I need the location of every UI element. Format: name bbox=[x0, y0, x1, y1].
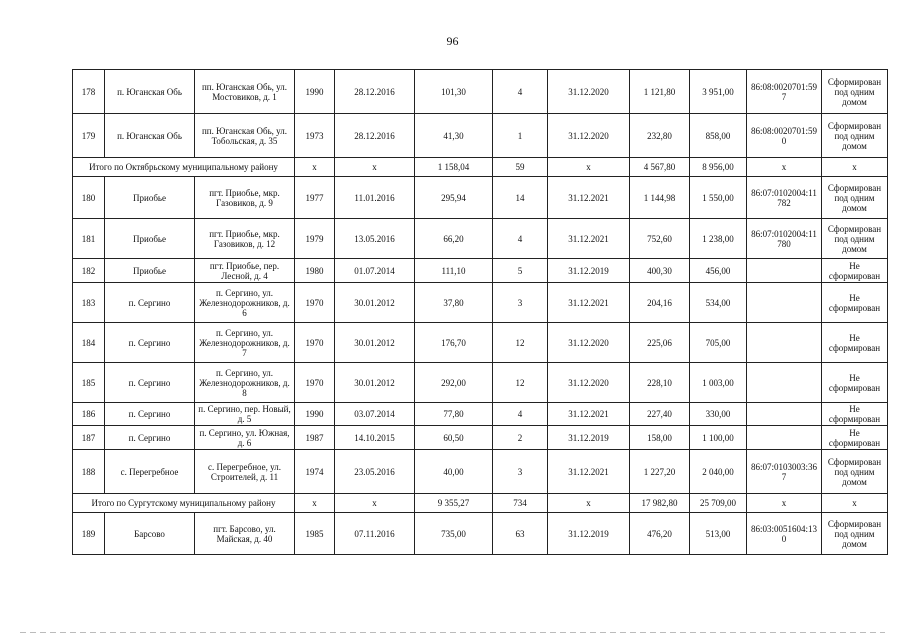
date-cell: х bbox=[335, 158, 415, 177]
scan-artifact-line bbox=[20, 632, 885, 633]
total-label: Итого по Октябрьскому муниципальному району bbox=[73, 158, 295, 177]
deadline-cell: 31.12.2021 bbox=[548, 177, 630, 219]
row-number: 185 bbox=[73, 363, 105, 403]
sum2-cell: 8 956,00 bbox=[690, 158, 747, 177]
status-cell: х bbox=[822, 494, 888, 513]
residents-cell: 63 bbox=[493, 513, 548, 555]
area-cell: 60,50 bbox=[415, 426, 493, 450]
locality-cell: п. Сергино bbox=[105, 363, 195, 403]
locality-cell: п. Юганская Обь bbox=[105, 114, 195, 158]
sum2-cell: 330,00 bbox=[690, 403, 747, 426]
page-number: 96 bbox=[446, 34, 459, 48]
cadastral-cell: 86:08:0020701:597 bbox=[747, 70, 822, 114]
sum1-cell: 228,10 bbox=[630, 363, 690, 403]
deadline-cell: 31.12.2020 bbox=[548, 114, 630, 158]
sum2-cell: 534,00 bbox=[690, 283, 747, 323]
year-cell: х bbox=[295, 158, 335, 177]
sum1-cell: 204,16 bbox=[630, 283, 690, 323]
area-cell: 292,00 bbox=[415, 363, 493, 403]
cadastral-cell bbox=[747, 259, 822, 283]
address-cell: с. Перегребное, ул. Строителей, д. 11 bbox=[195, 450, 295, 494]
sum1-cell: 1 144,98 bbox=[630, 177, 690, 219]
locality-cell: п. Сергино bbox=[105, 283, 195, 323]
table-row bbox=[73, 177, 888, 219]
residents-cell: 12 bbox=[493, 323, 548, 363]
row-number: 184 bbox=[73, 323, 105, 363]
area-cell: 41,30 bbox=[415, 114, 493, 158]
status-cell: Не сформирован bbox=[822, 363, 888, 403]
area-cell: 101,30 bbox=[415, 70, 493, 114]
address-cell: пп. Юганская Обь, ул. Мостовиков, д. 1 bbox=[195, 70, 295, 114]
sum1-cell: 232,80 bbox=[630, 114, 690, 158]
deadline-cell: 31.12.2021 bbox=[548, 450, 630, 494]
area-cell: 40,00 bbox=[415, 450, 493, 494]
row-number: 183 bbox=[73, 283, 105, 323]
row-number: 180 bbox=[73, 177, 105, 219]
cadastral-cell: 86:07:0102004:11780 bbox=[747, 219, 822, 259]
cadastral-cell: 86:03:0051604:130 bbox=[747, 513, 822, 555]
row-number: 182 bbox=[73, 259, 105, 283]
locality-cell: Приобье bbox=[105, 219, 195, 259]
residents-cell: 3 bbox=[493, 450, 548, 494]
housing-table bbox=[72, 69, 888, 555]
year-cell: 1970 bbox=[295, 323, 335, 363]
deadline-cell: 31.12.2019 bbox=[548, 513, 630, 555]
status-cell: Не сформирован bbox=[822, 426, 888, 450]
sum1-cell: 4 567,80 bbox=[630, 158, 690, 177]
locality-cell: п. Юганская Обь bbox=[105, 70, 195, 114]
date-cell: 28.12.2016 bbox=[335, 114, 415, 158]
sum1-cell: 1 121,80 bbox=[630, 70, 690, 114]
address-cell: п. Сергино, ул. Железнодорожников, д. 8 bbox=[195, 363, 295, 403]
row-number: 188 bbox=[73, 450, 105, 494]
locality-cell: Барсово bbox=[105, 513, 195, 555]
cadastral-cell bbox=[747, 426, 822, 450]
year-cell: 1973 bbox=[295, 114, 335, 158]
sum1-cell: 158,00 bbox=[630, 426, 690, 450]
deadline-cell: 31.12.2020 bbox=[548, 70, 630, 114]
address-cell: п. Сергино, ул. Южная, д. 6 bbox=[195, 426, 295, 450]
area-cell: 176,70 bbox=[415, 323, 493, 363]
table-row bbox=[73, 513, 888, 555]
row-number: 187 bbox=[73, 426, 105, 450]
locality-cell: Приобье bbox=[105, 177, 195, 219]
year-cell: 1990 bbox=[295, 70, 335, 114]
sum2-cell: 1 100,00 bbox=[690, 426, 747, 450]
year-cell: 1979 bbox=[295, 219, 335, 259]
area-cell: 66,20 bbox=[415, 219, 493, 259]
date-cell: х bbox=[335, 494, 415, 513]
table-row bbox=[73, 114, 888, 158]
sum1-cell: 752,60 bbox=[630, 219, 690, 259]
year-cell: 1987 bbox=[295, 426, 335, 450]
residents-cell: 3 bbox=[493, 283, 548, 323]
sum1-cell: 476,20 bbox=[630, 513, 690, 555]
address-cell: пгт. Барсово, ул. Майская, д. 40 bbox=[195, 513, 295, 555]
locality-cell: п. Сергино bbox=[105, 323, 195, 363]
address-cell: п. Сергино, пер. Новый, д. 5 bbox=[195, 403, 295, 426]
residents-cell: 4 bbox=[493, 70, 548, 114]
deadline-cell: 31.12.2021 bbox=[548, 219, 630, 259]
residents-cell: 14 bbox=[493, 177, 548, 219]
deadline-cell: 31.12.2020 bbox=[548, 323, 630, 363]
cadastral-cell: 86:08:0020701:590 bbox=[747, 114, 822, 158]
total-row bbox=[73, 494, 888, 513]
year-cell: 1990 bbox=[295, 403, 335, 426]
year-cell: 1974 bbox=[295, 450, 335, 494]
residents-cell: 1 bbox=[493, 114, 548, 158]
row-number: 179 bbox=[73, 114, 105, 158]
deadline-cell: 31.12.2021 bbox=[548, 403, 630, 426]
address-cell: пгт. Приобье, мкр. Газовиков, д. 12 bbox=[195, 219, 295, 259]
sum1-cell: 17 982,80 bbox=[630, 494, 690, 513]
year-cell: 1970 bbox=[295, 283, 335, 323]
address-cell: пгт. Приобье, пер. Лесной, д. 4 bbox=[195, 259, 295, 283]
area-cell: 37,80 bbox=[415, 283, 493, 323]
locality-cell: п. Сергино bbox=[105, 426, 195, 450]
address-cell: пгт. Приобье, мкр. Газовиков, д. 9 bbox=[195, 177, 295, 219]
date-cell: 30.01.2012 bbox=[335, 283, 415, 323]
status-cell: Сформирован под одним домом bbox=[822, 219, 888, 259]
deadline-cell: 31.12.2019 bbox=[548, 426, 630, 450]
cadastral-cell bbox=[747, 363, 822, 403]
table-row bbox=[73, 323, 888, 363]
status-cell: Сформирован под одним домом bbox=[822, 70, 888, 114]
status-cell: х bbox=[822, 158, 888, 177]
date-cell: 28.12.2016 bbox=[335, 70, 415, 114]
status-cell: Сформирован под одним домом bbox=[822, 177, 888, 219]
status-cell: Сформирован под одним домом bbox=[822, 450, 888, 494]
total-row bbox=[73, 158, 888, 177]
year-cell: 1977 bbox=[295, 177, 335, 219]
sum2-cell: 705,00 bbox=[690, 323, 747, 363]
deadline-cell: х bbox=[548, 494, 630, 513]
status-cell: Не сформирован bbox=[822, 403, 888, 426]
row-number: 186 bbox=[73, 403, 105, 426]
area-cell: 1 158,04 bbox=[415, 158, 493, 177]
date-cell: 13.05.2016 bbox=[335, 219, 415, 259]
residents-cell: 59 bbox=[493, 158, 548, 177]
status-cell: Не сформирован bbox=[822, 259, 888, 283]
area-cell: 77,80 bbox=[415, 403, 493, 426]
deadline-cell: 31.12.2019 bbox=[548, 259, 630, 283]
date-cell: 03.07.2014 bbox=[335, 403, 415, 426]
sum2-cell: 1 238,00 bbox=[690, 219, 747, 259]
residents-cell: 2 bbox=[493, 426, 548, 450]
area-cell: 735,00 bbox=[415, 513, 493, 555]
sum2-cell: 858,00 bbox=[690, 114, 747, 158]
date-cell: 11.01.2016 bbox=[335, 177, 415, 219]
address-cell: пп. Юганская Обь, ул. Тобольская, д. 35 bbox=[195, 114, 295, 158]
total-label: Итого по Сургутскому муниципальному району bbox=[73, 494, 295, 513]
area-cell: 9 355,27 bbox=[415, 494, 493, 513]
row-number: 178 bbox=[73, 70, 105, 114]
table-row bbox=[73, 283, 888, 323]
address-cell: п. Сергино, ул. Железнодорожников, д. 7 bbox=[195, 323, 295, 363]
status-cell: Не сформирован bbox=[822, 283, 888, 323]
sum2-cell: 513,00 bbox=[690, 513, 747, 555]
residents-cell: 5 bbox=[493, 259, 548, 283]
sum1-cell: 227,40 bbox=[630, 403, 690, 426]
locality-cell: с. Перегребное bbox=[105, 450, 195, 494]
area-cell: 111,10 bbox=[415, 259, 493, 283]
sum1-cell: 225,06 bbox=[630, 323, 690, 363]
cadastral-cell: х bbox=[747, 494, 822, 513]
cadastral-cell: х bbox=[747, 158, 822, 177]
status-cell: Не сформирован bbox=[822, 323, 888, 363]
sum1-cell: 1 227,20 bbox=[630, 450, 690, 494]
cadastral-cell bbox=[747, 403, 822, 426]
locality-cell: п. Сергино bbox=[105, 403, 195, 426]
deadline-cell: 31.12.2021 bbox=[548, 283, 630, 323]
table-row bbox=[73, 450, 888, 494]
date-cell: 07.11.2016 bbox=[335, 513, 415, 555]
year-cell: 1985 bbox=[295, 513, 335, 555]
row-number: 189 bbox=[73, 513, 105, 555]
residents-cell: 4 bbox=[493, 219, 548, 259]
table-row bbox=[73, 426, 888, 450]
residents-cell: 734 bbox=[493, 494, 548, 513]
table-row bbox=[73, 363, 888, 403]
residents-cell: 12 bbox=[493, 363, 548, 403]
sum2-cell: 1 003,00 bbox=[690, 363, 747, 403]
sum2-cell: 2 040,00 bbox=[690, 450, 747, 494]
row-number: 181 bbox=[73, 219, 105, 259]
year-cell: х bbox=[295, 494, 335, 513]
sum2-cell: 3 951,00 bbox=[690, 70, 747, 114]
date-cell: 14.10.2015 bbox=[335, 426, 415, 450]
cadastral-cell: 86:07:0102004:11782 bbox=[747, 177, 822, 219]
cadastral-cell bbox=[747, 283, 822, 323]
year-cell: 1980 bbox=[295, 259, 335, 283]
date-cell: 30.01.2012 bbox=[335, 323, 415, 363]
address-cell: п. Сергино, ул. Железнодорожников, д. 6 bbox=[195, 283, 295, 323]
sum2-cell: 456,00 bbox=[690, 259, 747, 283]
sum2-cell: 1 550,00 bbox=[690, 177, 747, 219]
residents-cell: 4 bbox=[493, 403, 548, 426]
date-cell: 23.05.2016 bbox=[335, 450, 415, 494]
status-cell: Сформирован под одним домом bbox=[822, 513, 888, 555]
area-cell: 295,94 bbox=[415, 177, 493, 219]
sum1-cell: 400,30 bbox=[630, 259, 690, 283]
status-cell: Сформирован под одним домом bbox=[822, 114, 888, 158]
cadastral-cell: 86:07:0103003:367 bbox=[747, 450, 822, 494]
table-row bbox=[73, 219, 888, 259]
date-cell: 01.07.2014 bbox=[335, 259, 415, 283]
locality-cell: Приобье bbox=[105, 259, 195, 283]
table-row bbox=[73, 70, 888, 114]
cadastral-cell bbox=[747, 323, 822, 363]
date-cell: 30.01.2012 bbox=[335, 363, 415, 403]
year-cell: 1970 bbox=[295, 363, 335, 403]
deadline-cell: х bbox=[548, 158, 630, 177]
deadline-cell: 31.12.2020 bbox=[548, 363, 630, 403]
sum2-cell: 25 709,00 bbox=[690, 494, 747, 513]
table-row bbox=[73, 403, 888, 426]
table-row bbox=[73, 259, 888, 283]
